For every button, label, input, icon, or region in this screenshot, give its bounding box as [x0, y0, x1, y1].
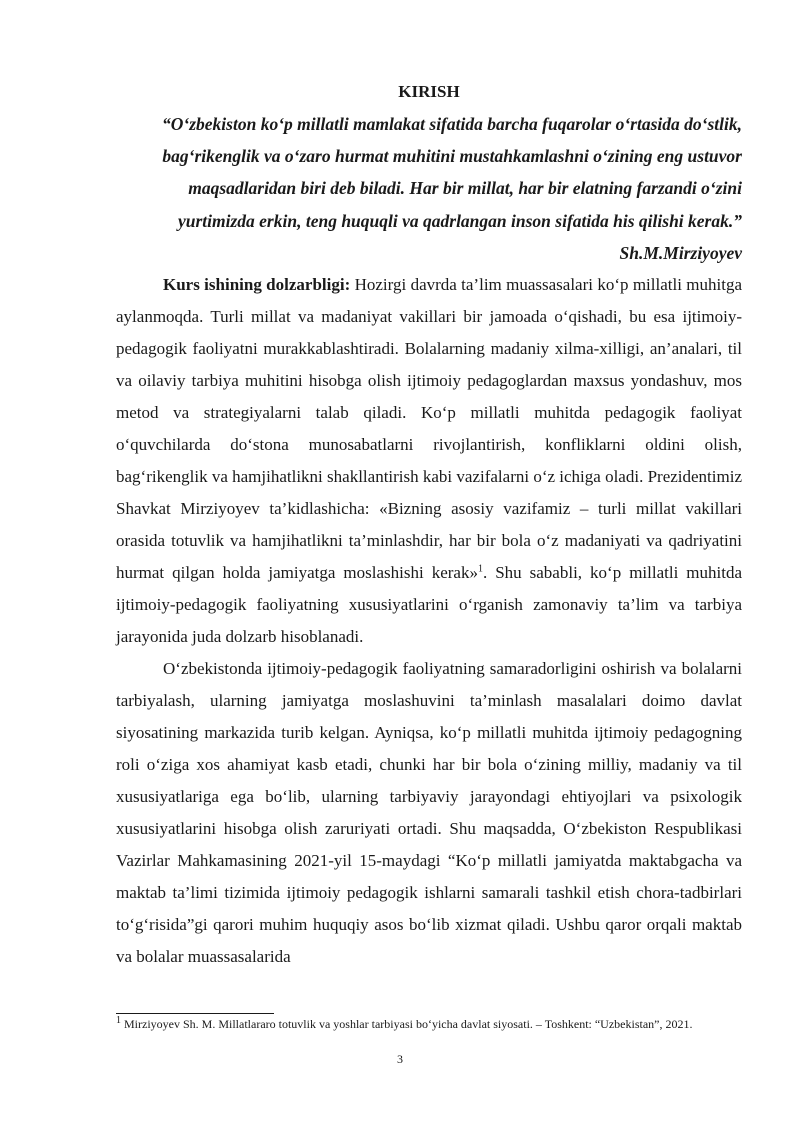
footnote — [116, 1017, 736, 1032]
section-heading: KIRISH — [398, 82, 460, 101]
footnote-text: Mirziyoyev Sh. M. Millatlararo totuvlik va yoshlar tarbiyasi bo‘yicha davlat siyosati. – Toshkent: “Uzbekistan”, 2021. — [121, 1017, 693, 1031]
epigraph-author: Sh.M.Mirziyoyev — [619, 242, 742, 263]
paragraph-policy: O‘zbekistonda ijtimoiy-pedagogik faoliyatning samaradorligini oshirish va bolalarni tarbiyalash, ularning jamiyatga moslashuvini ta’minlash masalalari doimo davlat siyosatining markazida turib kelgan. Ayniqsa, ko‘p millatli muhitda ijtimoiy pedagogning roli o‘ziga xos ahamiyat kasb etadi, chunki har bir bola o‘zining milliy, madaniy va til xususiyatlariga ega bo‘lib, ularning tarbiyaviy jarayondagi ehtiyojlari va psixologik xususiyatlarini hisobga olish zaruriyati ortadi. Shu maqsadda, O‘zbekiston Respublikasi Vazirlar Mahkamasining 2021-yil 15-maydagi “Ko‘p millatli jamiyatda maktabgacha va maktab ta’limi tizimida ijtimoiy pedagogik ishlarni samarali tashkil etish chora-tadbirlari to‘g‘risida”gi qarori muhim huquqiy asos bo‘lib xizmat qiladi. Ushbu qaror orqali maktab va bolalar muassasalarida — [116, 659, 742, 967]
footnote-separator — [116, 1013, 274, 1014]
document-page — [116, 76, 742, 973]
page-number: 3 — [397, 1052, 403, 1066]
paragraph-relevance — [116, 269, 742, 653]
paragraph-text: Hozirgi davrda ta’lim muassasalari ko‘p millatli muhitga aylanmoqda. Turli millat va madaniyat vakillari bir jamoada o‘qishadi, bu esa ijtimoiy-pedagogik faoliyatni murakkablashtiradi. Bolalarning madaniy xilma-xilligi, an’analari, til va oilaviy tarbiya muhitini hisobga olish ijtimoiy pedagoglardan maxsus yondashuv, mos metod va strategiyalarni talab qiladi. Ko‘p millatli muhitda pedagogik faoliyat o‘quvchilarda do‘stona munosabatlarni rivojlantirish, konfliklarni oldini olish, bag‘rikenglik va hamjihatlikni shakllantirish kabi vazifalarni o‘z ichiga oladi. Prezidentimiz Shavkat Mirziyoyev ta’kidlashicha: «Bizning asosiy vazifamiz – turli millat vakillari orasida totuvlik va hamjihatlikni ta’minlashdir, har bir bola o‘z madaniyati va qadriyatini hurmat qilgan holda jamiyatga moslashishi kerak» — [116, 275, 742, 583]
epigraph-quote: “O‘zbekiston ko‘p millatli mamlakat sifatida barcha fuqarolar o‘rtasida do‘stlik, bag‘rikenglik va o‘zaro hurmat muhitini mustahkamlashni o‘zining eng ustuvor maqsadlaridan biri deb biladi. Har bir millat, har bir elatning farzandi o‘zini yurtimizda erkin, teng huquqli va qadrlangan inson sifatida his qilishi kerak.” — [162, 114, 742, 231]
footnote-reference[interactable]: 1 — [477, 563, 483, 575]
paragraph-text-continued: . Shu sababli, ko‘p millatli muhitda ijtimoiy-pedagogik faoliyatning xususiyatlarini o‘rganish zamonaviy ta’lim va tarbiya jarayonida juda dolzarb hisoblanadi. — [116, 563, 743, 647]
paragraph-lead: Kurs ishining dolzarbligi: — [163, 275, 351, 295]
footnote-marker: 1 — [116, 1015, 121, 1026]
